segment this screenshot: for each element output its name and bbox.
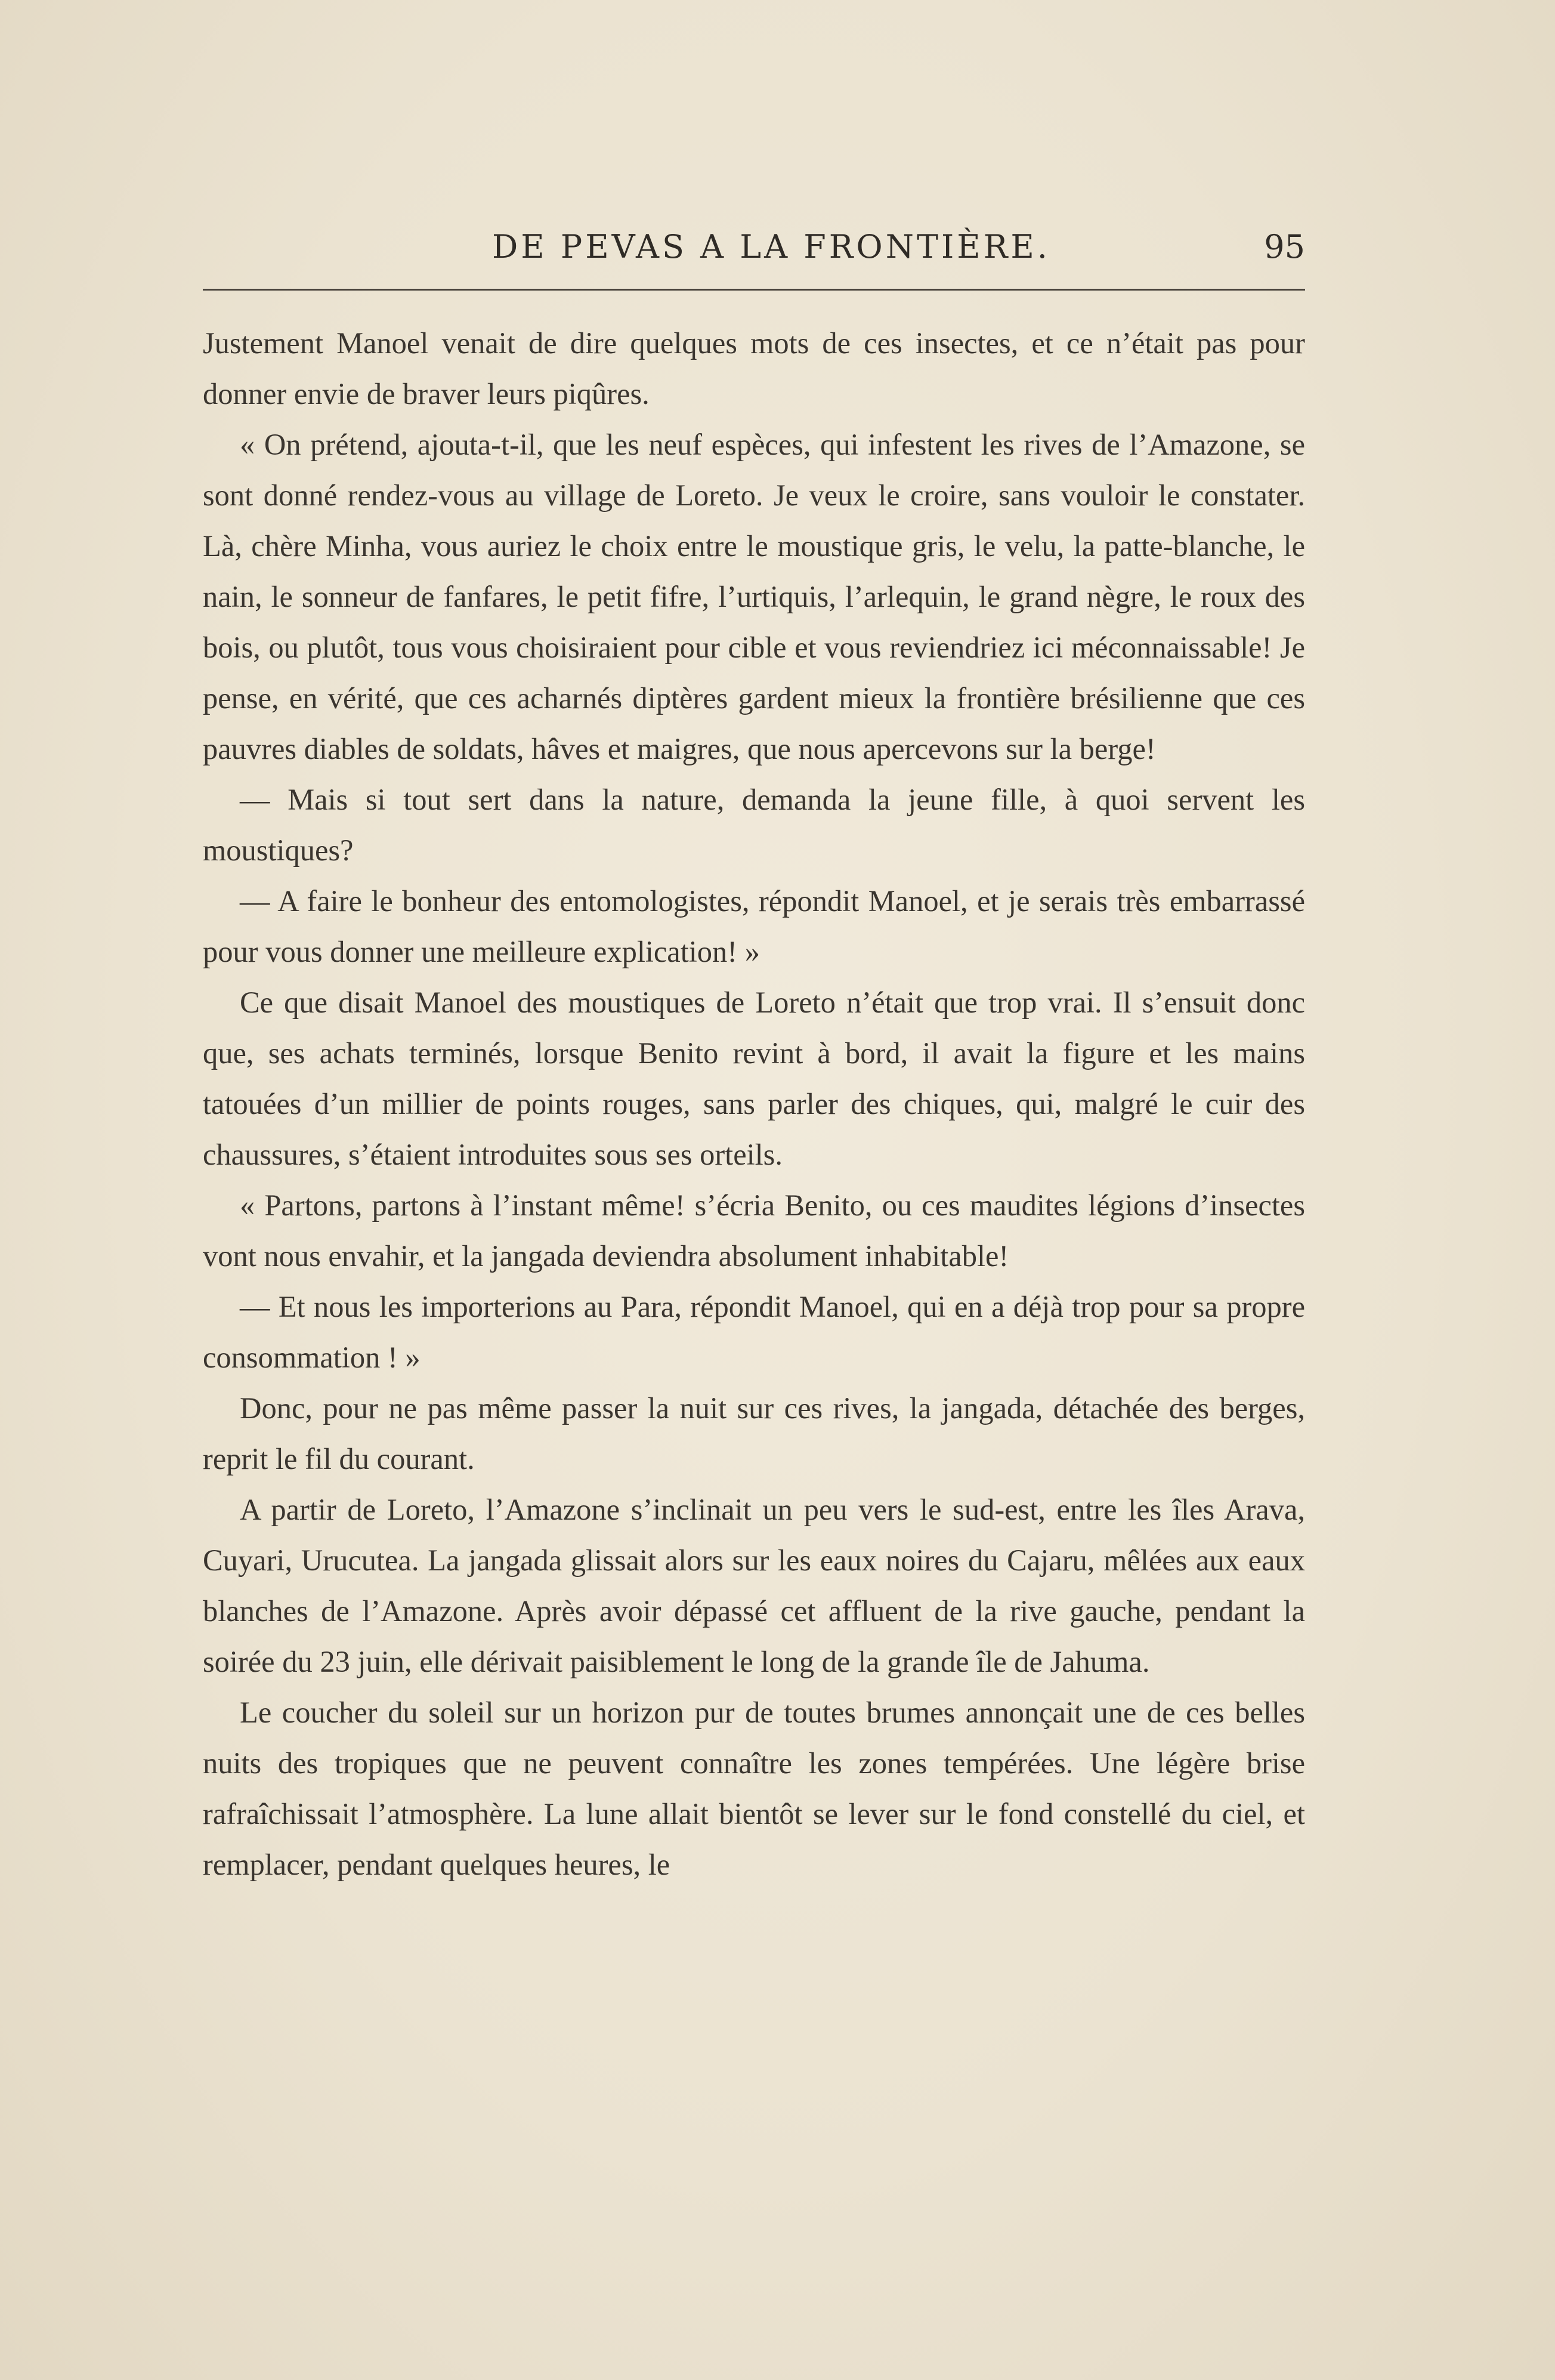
paragraph: « On prétend, ajouta-t-il, que les neuf espèces, qui infestent les rives de l’Amazone, se sont donné rendez-vous au village de Loreto. Je veux le croire, sans vouloir le constater. Là, chère Minha, vous auriez le choix entre le moustique gris, le velu, la patte-blanche, le nain, le sonneur de fanfares, le petit fifre, l’urtiquis, l’arlequin, le grand nègre, le roux des bois, ou plutôt, tous vous choisiraient pour cible et vous reviendriez ici méconnaissable! Je pense, en vérité, que ces acharnés diptères gardent mieux la frontière brésilienne que ces pauvres diables de soldats, hâves et maigres, que nous apercevons sur la berge! [203,428,1305,765]
paragraph: — Mais si tout sert dans la nature, demanda la jeune fille, à quoi servent les moustiques? [203,783,1305,867]
page-number: 95 [1264,228,1305,266]
header-rule [203,289,1305,291]
paragraph: — A faire le bonheur des entomologistes, répondit Manoel, et je serais très embarrassé pour vous donner une meilleure explication! » [203,884,1305,968]
paragraph: — Et nous les importerions au Para, répondit Manoel, qui en a déjà trop pour sa propre consommation ! » [203,1290,1305,1374]
page-header [203,222,1305,288]
paragraph: Le coucher du soleil sur un horizon pur de toutes brumes annonçait une de ces belles nuits des tropiques que ne peuvent connaître les zones tempérées. Une légère brise rafraîchissait l’atmosphère. La lune allait bientôt se lever sur le fond constellé du ciel, et remplacer, pendant quelques heures, le [203,1696,1305,1881]
paragraph: Ce que disait Manoel des moustiques de Loreto n’était que trop vrai. Il s’ensuit donc que, ses achats terminés, lorsque Benito revint à bord, il avait la figure et les mains tatouées d’un millier de points rouges, sans parler des chiques, qui, malgré le cuir des chaussures, s’étaient introduites sous ses orteils. [203,986,1305,1171]
body-text [203,318,1305,1890]
paragraph: « Partons, partons à l’instant même! s’écria Benito, ou ces maudites légions d’insectes vont nous envahir, et la jangada deviendra absolument inhabitable! [203,1189,1305,1273]
paragraph: Donc, pour ne pas même passer la nuit sur ces rives, la jangada, détachée des berges, reprit le fil du courant. [203,1391,1305,1475]
paragraph: A partir de Loreto, l’Amazone s’inclinait un peu vers le sud-est, entre les îles Arava, Cuyari, Urucutea. La jangada glissait alors sur les eaux noires du Cajaru, mêlées aux eaux blanches de l’Amazone. Après avoir dépassé cet affluent de la rive gauche, pendant la soirée du 23 juin, elle dérivait paisiblement le long de la grande île de Jahuma. [203,1493,1305,1678]
paragraph: Justement Manoel venait de dire quelques mots de ces insectes, et ce n’était pas pour donner envie de braver leurs piqûres. [203,326,1305,410]
running-title: DE PEVAS A LA FRONTIÈRE. [492,228,1050,266]
